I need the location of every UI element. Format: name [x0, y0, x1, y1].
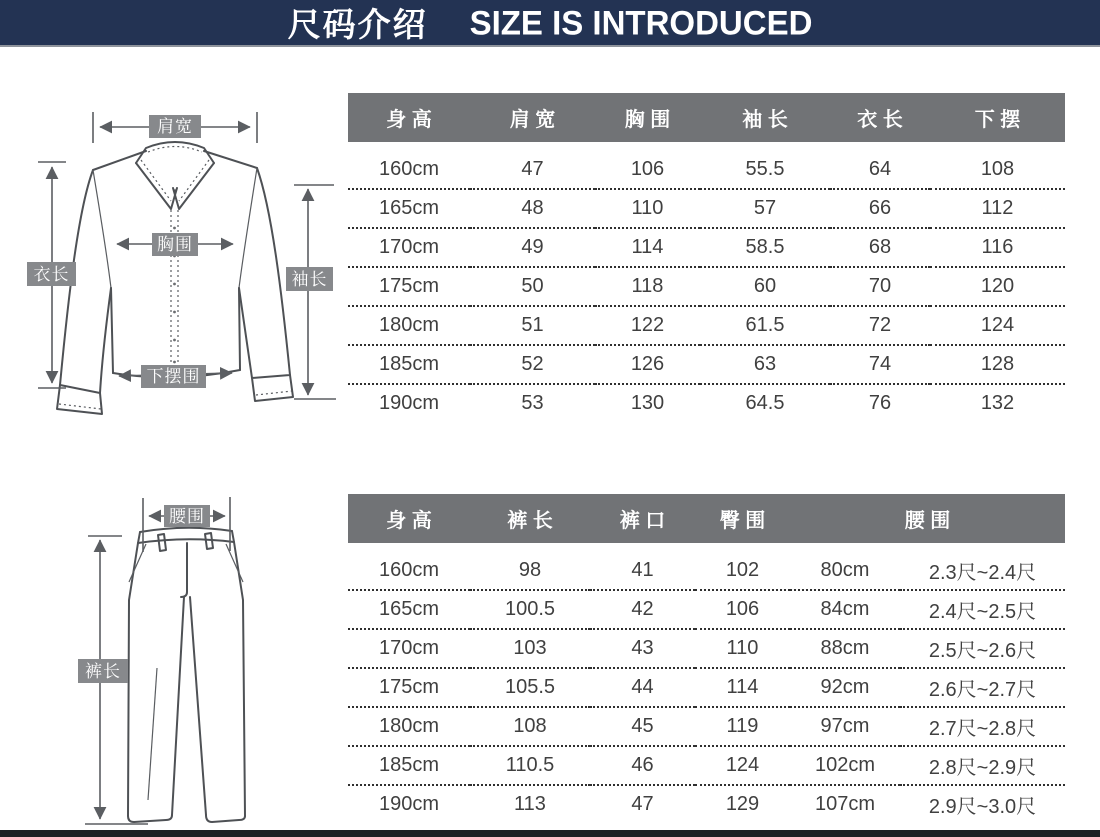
table-row — [348, 590, 1065, 629]
table-cell: 2.6尺~2.7尺 — [928, 679, 1037, 701]
table-cell: 114 — [726, 676, 759, 698]
table-cell: 129 — [725, 793, 760, 815]
table-cell: 185cm — [378, 353, 440, 375]
shirt-size-table — [348, 93, 1065, 422]
table-cell: 68 — [868, 236, 892, 258]
banner — [0, 0, 1100, 47]
table-row — [348, 151, 1065, 189]
table-cell: 165cm — [378, 598, 440, 620]
table-cell: 107cm — [814, 793, 876, 815]
table-row — [348, 228, 1065, 267]
table-cell: 63 — [753, 353, 777, 375]
table-row — [348, 306, 1065, 345]
table-cell: 110 — [726, 637, 759, 659]
table-cell: 2.9尺~3.0尺 — [928, 796, 1037, 818]
table-cell: 80cm — [820, 559, 870, 581]
table-cell: 110.5 — [505, 754, 555, 776]
table-cell: 102 — [725, 559, 760, 581]
table-row — [348, 189, 1065, 228]
table-row — [348, 629, 1065, 668]
table-cell: 180cm — [378, 314, 440, 336]
table-cell: 47 — [631, 793, 654, 815]
table-cell: 112 — [981, 197, 1014, 219]
table-cell: 70 — [868, 275, 892, 297]
table-cell: 98 — [518, 559, 542, 581]
table-cell: 52 — [521, 353, 544, 375]
pants-length-label: 裤长 — [78, 659, 128, 683]
table-cell: 185cm — [378, 754, 440, 776]
table-cell: 47 — [521, 158, 544, 180]
table-cell: 102cm — [814, 754, 876, 776]
table-cell: 60 — [753, 275, 777, 297]
table-row — [348, 345, 1065, 384]
table-row — [348, 384, 1065, 422]
column-header: 腰 围 — [790, 494, 1065, 543]
table-cell: 72 — [868, 314, 892, 336]
table-cell: 119 — [726, 715, 759, 737]
column-header: 裤 口 — [590, 494, 695, 543]
table-cell: 116 — [981, 236, 1014, 258]
table-cell: 190cm — [378, 793, 440, 815]
column-header: 臀 围 — [695, 494, 790, 543]
table-cell: 114 — [631, 236, 664, 258]
table-cell: 120 — [980, 275, 1015, 297]
table-cell: 160cm — [378, 158, 440, 180]
table-cell: 48 — [521, 197, 544, 219]
table-cell: 190cm — [378, 392, 440, 414]
table-cell: 175cm — [378, 275, 440, 297]
table-cell: 55.5 — [745, 158, 785, 180]
table-cell: 57 — [753, 197, 777, 219]
table-cell: 44 — [631, 676, 654, 698]
table-cell: 108 — [513, 715, 547, 737]
hem-label: 下摆围 — [141, 365, 206, 388]
column-header: 下 摆 — [930, 93, 1065, 142]
table-cell: 64 — [868, 158, 892, 180]
shirt-diagram — [0, 60, 350, 425]
sleeve-length-measure-arrow — [294, 185, 336, 399]
table-cell: 175cm — [378, 676, 440, 698]
table-cell: 106 — [630, 158, 665, 180]
column-header: 身 高 — [348, 494, 470, 543]
table-cell: 53 — [521, 392, 544, 414]
table-cell: 2.3尺~2.4尺 — [928, 562, 1037, 584]
table-cell: 43 — [631, 637, 654, 659]
table-cell: 66 — [868, 197, 892, 219]
waist-label: 腰围 — [164, 505, 210, 527]
table-cell: 170cm — [378, 637, 440, 659]
table-cell: 105.5 — [504, 676, 556, 698]
chest-label: 胸围 — [152, 233, 198, 256]
banner-title-chinese: 尺码介绍 — [287, 6, 428, 43]
garment-length-label: 衣长 — [27, 262, 76, 286]
pants-diagram — [30, 478, 360, 833]
table-cell: 88cm — [820, 637, 870, 659]
table-row — [348, 552, 1065, 590]
table-cell: 2.7尺~2.8尺 — [928, 718, 1037, 740]
table-cell: 106 — [725, 598, 760, 620]
table-cell: 41 — [631, 559, 654, 581]
table-cell: 124 — [725, 754, 760, 776]
table-cell: 61.5 — [745, 314, 785, 336]
shirt-outline — [60, 151, 290, 393]
table-cell: 76 — [868, 392, 892, 414]
table-cell: 51 — [521, 314, 544, 336]
sleeve-length-label: 袖长 — [286, 267, 333, 291]
column-header: 袖 长 — [700, 93, 830, 142]
column-header: 肩 宽 — [470, 93, 595, 142]
table-cell: 2.8尺~2.9尺 — [928, 757, 1037, 779]
table-cell: 2.5尺~2.6尺 — [928, 640, 1037, 662]
table-cell: 92cm — [820, 676, 870, 698]
bottom-divider-strip — [0, 830, 1100, 837]
column-header: 裤 长 — [470, 494, 590, 543]
table-cell: 74 — [868, 353, 892, 375]
table-cell: 113 — [514, 793, 546, 815]
table-cell: 50 — [521, 275, 544, 297]
table-cell: 118 — [631, 275, 664, 297]
table-cell: 108 — [980, 158, 1015, 180]
table-cell: 46 — [631, 754, 654, 776]
table-cell: 128 — [980, 353, 1015, 375]
table-row — [348, 785, 1065, 823]
table-cell: 110 — [631, 197, 664, 219]
table-cell: 42 — [631, 598, 654, 620]
table-cell: 170cm — [378, 236, 440, 258]
table-row — [348, 267, 1065, 306]
table-cell: 124 — [980, 314, 1015, 336]
shirt-collar — [136, 142, 214, 209]
pants-line-art — [30, 478, 360, 833]
table-cell: 130 — [630, 392, 665, 414]
table-cell: 58.5 — [745, 236, 785, 258]
table-header-row — [348, 93, 1065, 142]
table-cell: 160cm — [378, 559, 440, 581]
table-cell: 165cm — [378, 197, 440, 219]
table-cell: 103 — [513, 637, 547, 659]
banner-title-english: SIZE IS INTRODUCED — [469, 2, 813, 42]
table-header-row — [348, 494, 1065, 543]
table-cell: 126 — [630, 353, 665, 375]
table-cell: 97cm — [820, 715, 870, 737]
table-row — [348, 746, 1065, 785]
table-cell: 180cm — [378, 715, 440, 737]
table-cell: 49 — [521, 236, 544, 258]
column-header: 身 高 — [348, 93, 470, 142]
column-header: 胸 围 — [595, 93, 700, 142]
table-row — [348, 668, 1065, 707]
column-header: 衣 长 — [830, 93, 930, 142]
table-cell: 64.5 — [745, 392, 785, 414]
table-cell: 100.5 — [504, 598, 556, 620]
table-cell: 84cm — [820, 598, 870, 620]
table-cell: 2.4尺~2.5尺 — [928, 601, 1037, 623]
table-cell: 122 — [630, 314, 665, 336]
table-cell: 45 — [631, 715, 654, 737]
table-cell: 132 — [980, 392, 1015, 414]
shoulder-width-label: 肩宽 — [149, 115, 201, 138]
pants-size-table — [348, 494, 1065, 823]
table-row — [348, 707, 1065, 746]
